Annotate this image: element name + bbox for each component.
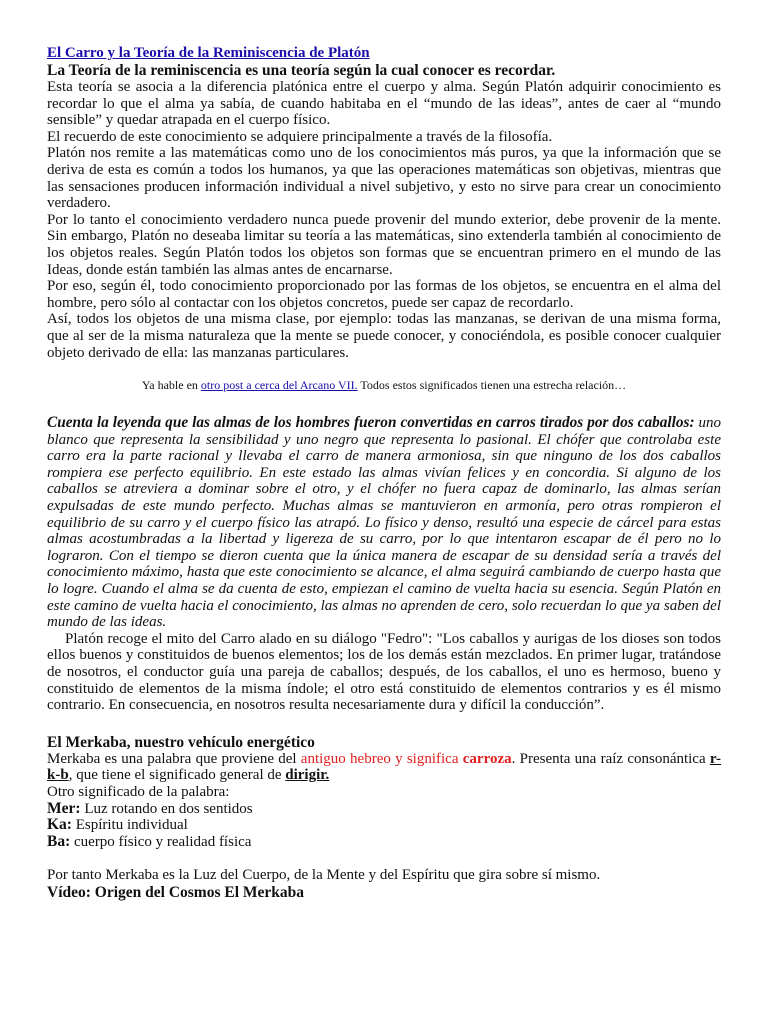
arcano-post-link[interactable]: otro post a cerca del Arcano VII. bbox=[200, 378, 358, 393]
merkaba-red-bold: carroza bbox=[462, 750, 512, 767]
paragraph-3: Platón nos remite a las matemáticas como uno de los conocimientos más puros, ya que la información que se deriva de esta es común a todos los humanos, ya que las operaciones matemáticas son objetivas, mientras que las sensaciones producen información individual a nivel subjetivo, y esto no sirve para crear un conocimiento verdadero. bbox=[47, 145, 721, 212]
term-label: Ba: bbox=[47, 832, 71, 850]
note-text-before: Ya hable en bbox=[141, 378, 201, 393]
merkaba-term-mer bbox=[47, 801, 721, 818]
merkaba-heading: El Merkaba, nuestro vehículo energético bbox=[47, 733, 315, 751]
merkaba-root: r-k-b bbox=[47, 750, 721, 784]
video-title: Vídeo: Origen del Cosmos El Merkaba bbox=[47, 883, 305, 901]
article bbox=[47, 44, 721, 901]
term-def: Espíritu individual bbox=[71, 817, 188, 834]
merkaba-definition bbox=[47, 751, 721, 784]
merkaba-text-c: , que tiene el significado general de bbox=[68, 767, 286, 784]
paragraph-4: Por lo tanto el conocimiento verdadero nunca puede provenir del mundo exterior, debe provenir de la mente. Sin embargo, Platón no deseaba limitar su teoría a las matemáticas, sino extenderla también al conocimiento de los objetos reales. Según Platón todos los objetos son formas que se encuentran primero en el mundo de las Ideas, donde están también las almas antes de encarnarse. bbox=[47, 211, 721, 278]
merkaba-other-meaning: Otro significado de la palabra: bbox=[47, 783, 230, 800]
spacer bbox=[47, 850, 721, 867]
legend-paragraph bbox=[47, 415, 721, 631]
paragraph-6: Así, todos los objetos de una misma clase, por ejemplo: todas las manzanas, se derivan de una misma forma, que al ser de la misma naturaleza que la mente se puede conocer, y conociéndola, es posible conocer cualquier objeto derivado de ella: las manzanas particulares. bbox=[47, 311, 721, 361]
legend-lead: Cuenta la leyenda que las almas de los hombres fueron convertidas en carros tirados por dos caballos: bbox=[47, 414, 695, 432]
merkaba-term-ba bbox=[47, 834, 721, 851]
fedro-paragraph: Platón recoge el mito del Carro alado en su diálogo "Fedro": "Los caballos y aurigas de los dioses son todos ellos buenos y constituidos de buenos elementos; los de los demás están mezclados. En primer lugar, tratándose de nosotros, el conductor guía una pareja de caballos; después, de los caballos, el uno es hermoso, bueno y constituido de elementos de la misma índole; el otro está constituido de elementos contrarios y es él mismo contrario. En consecuencia, en nosotros resulta necesariamente dura y difícil la conducción”. bbox=[47, 630, 721, 714]
merkaba-verb: dirigir. bbox=[285, 767, 330, 784]
merkaba-text-a: Merkaba es una palabra que proviene del bbox=[47, 750, 301, 767]
term-label: Ka: bbox=[47, 816, 72, 834]
paragraph-1: Esta teoría se asocia a la diferencia platónica entre el cuerpo y alma. Según Platón adquirir conocimiento es recordar lo que el alma ya sabía, de cuando habitaba en el “mundo de las ideas”, antes de caer al “mundo sensible” y quedar atrapada en el cuerpo físico. bbox=[47, 79, 721, 129]
merkaba-red-plain: antiguo hebreo y significa bbox=[300, 750, 463, 767]
article-title-link[interactable]: El Carro y la Teoría de la Reminiscencia de Platón bbox=[47, 45, 370, 61]
term-label: Mer: bbox=[47, 799, 81, 817]
legend-text: uno blanco que representa la sensibilidad y uno negro que representa lo pasional. El chófer que controlaba este carro era la parte racional y llevaba el carro de manera armoniosa, sin que ninguno de los dos caballos rompiera ese perfecto equilibrio. En este estado las almas vivían felices y en concordia. Si alguno de los caballos se atreviera a dominar sobre el otro, y el chófer no fuera capaz de dominarlo, las almas serían expulsadas de este mundo perfecto. Muchas almas se mantuvieron en armonía, pero otras rompieron el equilibrio de su carro y el cuerpo físico las atrapó. Lo físico y denso, resultó una especie de cárcel para estas almas acostumbradas a la libertad y ligereza de su carro, por lo que intentaron escapar de él pero no lo lograron. Con el tiempo se dieron cuenta que la única manera de escapar de su densidad sería a través del conocimiento máximo, hasta que este conocimiento se alcance, el alma seguirá cambiando de cuerpo hasta que lo logre. Cuando el alma se da cuenta de esto, empiezan el camino de vuelta hacia su esencia. Según Platón en este camino de vuelta hacia el conocimiento, las almas no aprenden de cero, solo recuerdan lo que ya saben del mundo de las ideas. bbox=[47, 415, 722, 631]
note-text-after: Todos estos significados tienen una estrecha relación… bbox=[357, 378, 627, 393]
merkaba-conclusion: Por tanto Merkaba es la Luz del Cuerpo, de la Mente y del Espíritu que gira sobre sí mismo. bbox=[47, 867, 601, 884]
paragraph-2: El recuerdo de este conocimiento se adquiere principalmente a través de la filosofía. bbox=[47, 128, 553, 145]
merkaba-term-ka bbox=[47, 817, 721, 834]
term-def: Luz rotando en dos sentidos bbox=[80, 800, 253, 817]
term-def: cuerpo físico y realidad física bbox=[70, 833, 252, 850]
paragraph-5: Por eso, según él, todo conocimiento proporcionado por las formas de los objetos, se encuentra en el alma del hombre, pero sólo al contactar con los objetos concretos, puede ser capaz de recordarlo. bbox=[47, 278, 721, 311]
lead-sentence: La Teoría de la reminiscencia es una teoría según la cual conocer es recordar. bbox=[47, 62, 556, 79]
merkaba-text-b: . Presenta una raíz consonántica bbox=[511, 750, 710, 767]
merkaba-red-text bbox=[301, 751, 512, 767]
arcano-note bbox=[47, 378, 721, 392]
